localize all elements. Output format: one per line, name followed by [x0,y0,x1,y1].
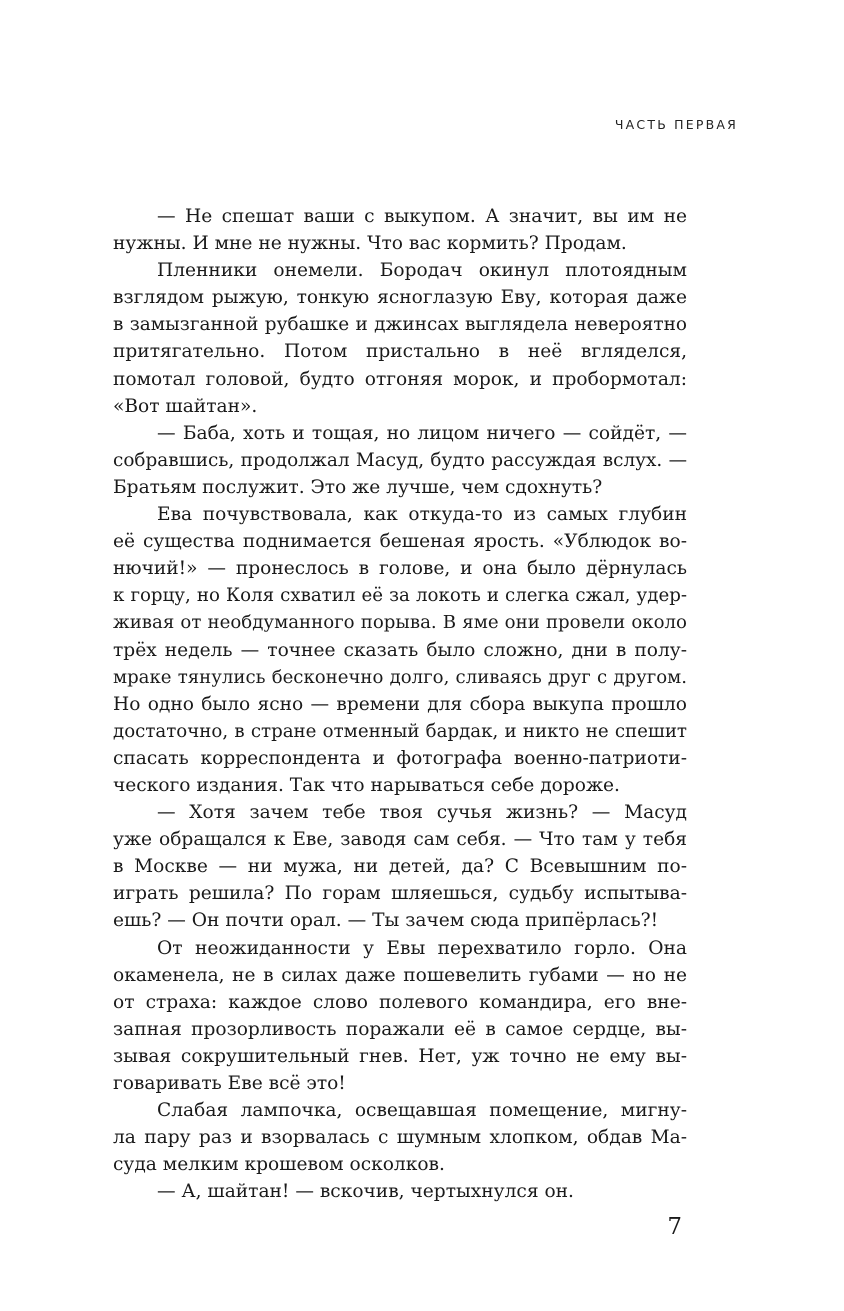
text-line: — Хотя зачем тебе твоя сучья жизнь? — Масуд [157,802,687,824]
running-header: ЧАСТЬ ПЕРВАЯ [614,117,738,132]
text-line: — Баба, хоть и тощая, но лицом ничего — сойдёт, — [157,422,687,444]
text-line: нючий!» — пронеслось в голове, и она было дёрнулась [113,558,687,580]
text-line: Пленники онемели. Бородач окинул плотоядным [157,260,687,282]
text-line: Но одно было ясно — времени для сбора выкупа прошло [113,693,687,715]
text-line: окаменела, не в силах даже пошевелить губами — но не [113,964,687,986]
text-line: в Москве — ни мужа, ни детей, да? С Всевышним по- [113,856,687,878]
text-line: Слабая лампочка, освещавшая помещение, мигну- [157,1100,687,1122]
text-line: нужны. И мне не нужны. Что вас кормить? Продам. [113,233,627,255]
body-text [113,203,687,1205]
text-line: От неожиданности у Евы перехватило горло. Она [157,937,687,959]
text-line: её существа поднимается бешеная ярость. «Ублюдок во- [113,531,687,553]
text-line: ческого издания. Так что нарываться себе дороже. [113,774,620,796]
text-line: играть решила? По горам шляешься, судьбу испытыва- [113,883,687,905]
text-line: от страха: каждое слово полевого командира, его вне- [113,991,687,1013]
text-line: «Вот шайтан». [113,395,258,417]
page-number: 7 [667,1214,682,1240]
text-line: трёх недель — точнее сказать было сложно, дни в полу- [113,639,687,661]
text-line: к горцу, но Коля схватил её за локоть и слегка сжал, удер- [113,585,687,607]
text-line: в замызганной рубашке и джинсах выглядела невероятно [113,314,687,336]
text-line: — Не спешат ваши с выкупом. А значит, вы им не [157,206,687,227]
text-line: достаточно, в стране отменный бардак, и никто не спешит [113,720,687,742]
text-line: ла пару раз и взорвалась с шумным хлопком, обдав Ма- [113,1127,687,1149]
text-line: суда мелким крошевом осколков. [113,1154,445,1176]
text-line: Ева почувствовала, как откуда-то из самых глубин [157,504,687,526]
text-line: Братьям послужит. Это же лучше, чем сдохнуть? [113,476,603,498]
text-line: притягательно. Потом пристально в неё вгляделся, [113,341,687,363]
text-line: собравшись, продолжал Масуд, будто рассуждая вслух. — [113,449,687,471]
text-line: взглядом рыжую, тонкую ясноглазую Еву, которая даже [113,287,687,309]
text-line: — А, шайтан! — вскочив, чертыхнулся он. [157,1181,574,1203]
text-line: ешь? — Он почти орал. — Ты зачем сюда припёрлась?! [113,910,659,932]
text-line: помотал головой, будто отгоняя морок, и пробормотал: [113,368,687,390]
text-line: говаривать Еве всё это! [113,1073,346,1094]
text-line: живая от необдуманного порыва. В яме они провели около [113,612,687,634]
text-line: спасать корреспондента и фотографа военно-патриоти- [113,747,687,769]
text-line: мраке тянулись бесконечно долго, сливаясь друг с другом. [113,666,687,688]
text-line: зывая сокрушительный гнев. Нет, уж точно не ему вы- [113,1045,687,1067]
text-line: запная прозорливость поражали её в самое сердце, вы- [113,1018,687,1040]
text-line: уже обращался к Еве, заводя сам себя. — Что там у тебя [113,829,687,851]
